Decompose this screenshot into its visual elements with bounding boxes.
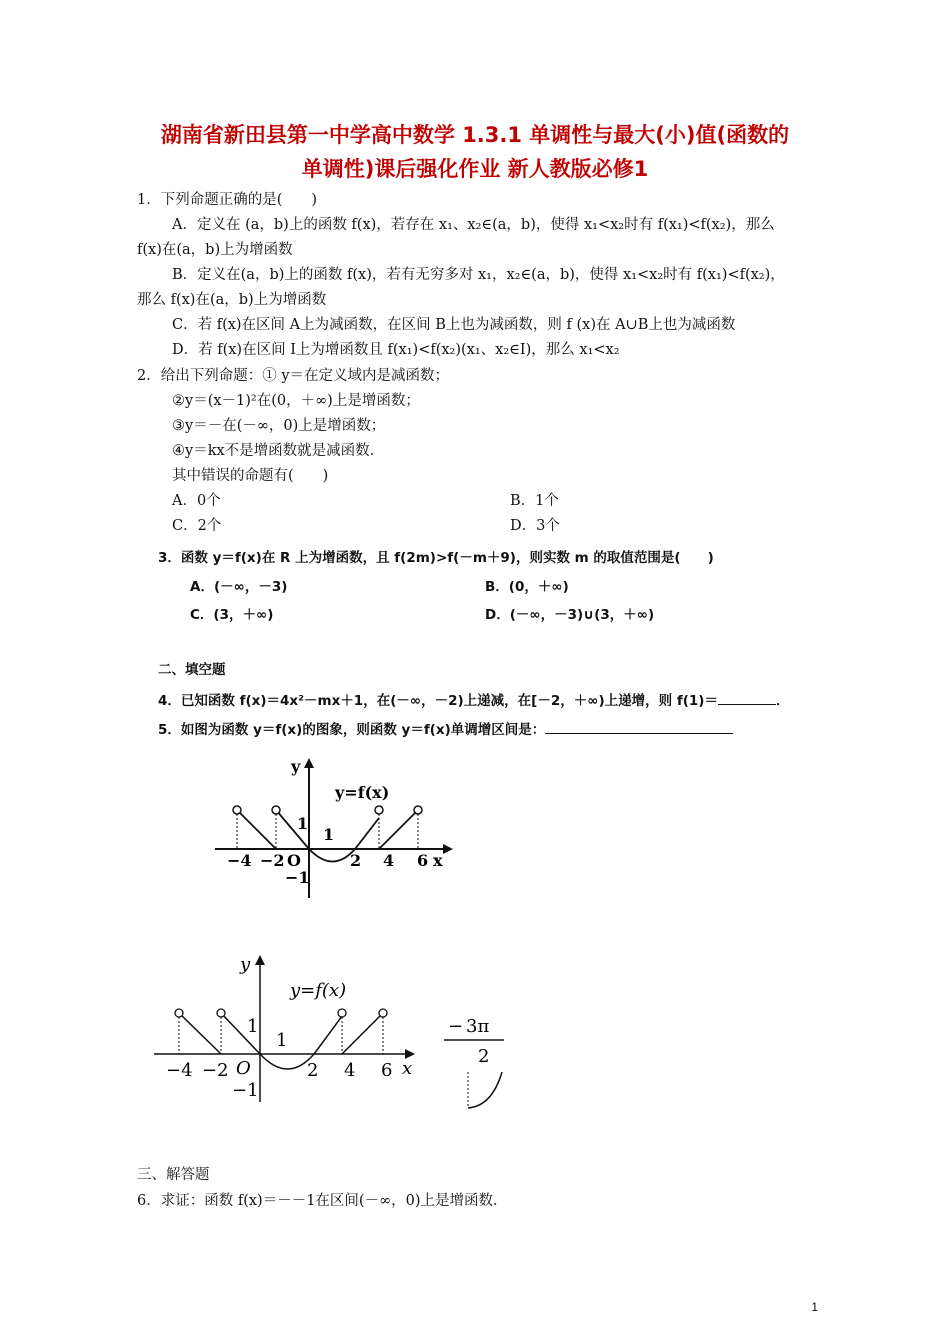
q2-ask: 其中错误的命题有( )	[172, 468, 329, 484]
graph1-y-arrow	[304, 758, 314, 768]
graph1-func-label: y=f(x)	[335, 783, 390, 802]
q2-option-a: A．0个	[172, 493, 221, 509]
graph1-tick-minus4: −4	[227, 851, 252, 870]
q1-option-c: C．若 f(x)在区间 A上为减函数，在区间 B上也为减函数，则 f (x)在 A∪B上也为减函数	[172, 317, 736, 333]
graph2-y-arrow	[255, 955, 265, 965]
q1-option-b-line1: B．定义在(a，b)上的函数 f(x)，若有无穷多对 x₁，x₂∈(a，b)，使得 x₁<x₂时有 f(x₁)<f(x₂)，	[172, 267, 785, 283]
fraction-denominator: 2	[478, 1046, 490, 1067]
q1-option-b-line2: 那么 f(x)在(a，b)上为增函数	[137, 292, 327, 308]
graph1-y-label: y	[291, 757, 301, 776]
graph1-tick-y1: 1	[297, 814, 309, 833]
q4-line: 4．已知函数 f(x)＝4x²－mx＋1，在(－∞，－2)上递减，在[－2，＋∞)上递增，则 f(1)＝ ．	[158, 690, 789, 711]
q5-text: 5．如图为函数 y＝f(x)的图象，则函数 y＝f(x)单调增区间是：	[158, 722, 546, 738]
graph2-segment-right	[342, 1013, 383, 1054]
graph1-x-arrow	[443, 844, 453, 854]
side-fraction-fragment	[440, 1010, 520, 1115]
q2-prop-2: ②y＝(x－1)²在(0，＋∞)上是增函数；	[172, 393, 420, 409]
doc-title	[120, 118, 830, 186]
q4-text: 4．已知函数 f(x)＝4x²－mx＋1，在(－∞，－2)上递减，在[－2，＋∞)上递增，则 f(1)＝	[158, 693, 718, 709]
q5-answer-blank	[545, 719, 733, 734]
graph1-mark-one: 1	[323, 825, 335, 844]
graph2-x-label: x	[402, 1058, 413, 1079]
graph1-origin-label: O	[287, 851, 301, 870]
fraction-curve	[468, 1072, 502, 1108]
function-graph-2	[150, 950, 425, 1105]
graph1-segment-right	[379, 810, 418, 849]
q3-option-a: A．(－∞，－3)	[190, 579, 288, 595]
graph2-segment-left	[179, 1013, 221, 1054]
q6-text: 6．求证：函数 f(x)＝－－1在区间(－∞，0)上是增函数．	[137, 1193, 508, 1209]
graph2-open-point-2	[217, 1009, 225, 1017]
graph2-tick-6: 6	[381, 1060, 393, 1081]
graph2-origin-label: O	[236, 1058, 251, 1079]
doc-title-line1: 湖南省新田县第一中学高中数学 1.3.1 单调性与最大(小)值(函数的	[160, 123, 790, 147]
graph2-open-point-3	[338, 1009, 346, 1017]
q1-option-d: D．若 f(x)在区间 I上为增函数且 f(x₁)<f(x₂)(x₁、x₂∈I)，那么 x₁<x₂	[172, 342, 620, 358]
q3-stem: 3．函数 y＝f(x)在 R 上为增函数，且 f(2m)>f(－m＋9)，则实数 m 的取值范围是( )	[158, 550, 714, 566]
graph1-segment-left	[237, 810, 276, 849]
graph2-tick-minus4: −4	[166, 1060, 193, 1081]
graph2-y-label: y	[240, 954, 251, 975]
graph2-func-label: y=f(x)	[290, 980, 347, 1001]
q1-option-a-line1: A．定义在 (a，b)上的函数 f(x)，若存在 x₁、x₂∈(a，b)，使得 x₁<x₂时有 f(x₁)<f(x₂)，那么	[172, 217, 775, 233]
graph1-open-point-3	[375, 806, 383, 814]
graph1-tick-4: 4	[383, 851, 395, 870]
graph1-tick-2: 2	[350, 851, 362, 870]
function-graph-1	[205, 750, 465, 910]
q3-option-d: D．(－∞，－3)∪(3，＋∞)	[485, 607, 655, 623]
graph2-mark-one: 1	[276, 1030, 288, 1051]
q2-prop-4: ④y＝kx不是增函数就是减函数．	[172, 443, 385, 459]
q2-option-b: B．1个	[510, 493, 559, 509]
graph2-tick-4: 4	[344, 1060, 356, 1081]
q3-option-c: C．(3，＋∞)	[190, 607, 274, 623]
fraction-numerator: 3π	[466, 1016, 490, 1037]
graph2-tick-minus2: −2	[202, 1060, 229, 1081]
q4-answer-blank	[718, 690, 776, 705]
page-number: 1	[811, 1300, 818, 1314]
graph2-tick-y1: 1	[247, 1016, 259, 1037]
graph1-x-label: x	[433, 851, 443, 870]
graph2-open-point-1	[175, 1009, 183, 1017]
q2-stem: 2．给出下列命题：① y＝在定义域内是减函数；	[137, 368, 450, 384]
q1-stem: 1．下列命题正确的是( )	[137, 192, 318, 208]
fraction-sign: −	[448, 1016, 464, 1037]
q2-option-d: D．3个	[510, 518, 560, 534]
doc-title-line2: 单调性)课后强化作业 新人教版必修1	[301, 157, 649, 181]
q2-option-c: C．2个	[172, 518, 222, 534]
graph1-tick-6: 6	[417, 851, 429, 870]
q2-prop-3: ③y＝－在(－∞，0)上是增函数；	[172, 418, 386, 434]
graph1-tick-y-minus1: −1	[285, 868, 310, 887]
graph1-open-point-2	[272, 806, 280, 814]
graph2-tick-y-minus1: −1	[232, 1080, 259, 1101]
q1-option-a-line2: f(x)在(a，b)上为增函数	[137, 242, 293, 258]
graph1-open-point-4	[414, 806, 422, 814]
q5-line	[158, 719, 733, 740]
section-fill-in-heading: 二、填空题	[158, 662, 226, 678]
graph2-open-point-4	[379, 1009, 387, 1017]
graph1-open-point-1	[233, 806, 241, 814]
section-solve-heading: 三、解答题	[137, 1167, 210, 1183]
q3-option-b: B．(0，＋∞)	[485, 579, 569, 595]
graph1-tick-minus2: −2	[260, 851, 285, 870]
graph2-tick-2: 2	[307, 1060, 319, 1081]
